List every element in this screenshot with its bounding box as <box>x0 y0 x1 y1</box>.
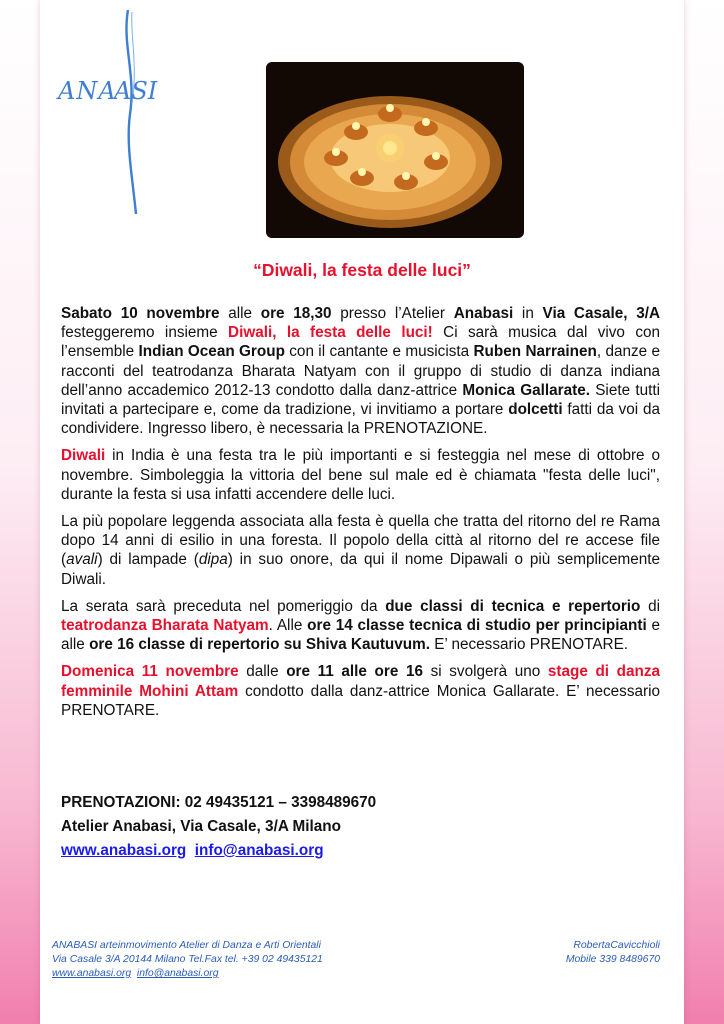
document-page <box>40 0 684 1024</box>
footer <box>52 939 660 981</box>
contact-links <box>61 842 376 860</box>
contact-block <box>61 794 376 866</box>
footer-org: ANABASI arteinmovimento Atelier di Danza e Arti Orientali <box>52 940 321 951</box>
footer-mobile: Mobile 339 8489670 <box>565 954 660 965</box>
paragraph-classes: La serata sarà preceduta nel pomeriggio da due classi di tecnica e repertorio di teatrodanza Bharata Natyam. Alle ore 14 classe tecnica di studio per principianti e alle ore 16 classe di repertorio su Shiva Kautuvum. E’ necessario PRENOTARE. <box>61 597 661 654</box>
diwali-lamps-photo <box>266 62 524 238</box>
page-title: “Diwali, la festa delle luci” <box>253 260 471 280</box>
paragraph-event: Sabato 10 novembre alle ore 18,30 presso l’Atelier Anabasi in Via Casale, 3/A festeggeremo insieme Diwali, la festa delle luci! Ci sarà musica dal vivo con l’ensemble Indian Ocean Group con il cantante e musicista Ruben Narrainen, danze e racconti del teatrodanza Bharata Natyam con il gruppo di studio di danza indiana dell’anno accademico 2012-13 condotto dalla danz-attrice Monica Gallarate. Siete tutti invitati a partecipare e, come da tradizione, vi invitiamo a portare dolcetti fatti da voi da condividere. Ingresso libero, è necessaria la PRENOTAZIONE. <box>61 305 661 438</box>
website-link[interactable]: www.anabasi.org <box>61 842 187 859</box>
booking-phone: PRENOTAZIONI: 02 49435121 – 3398489670 <box>61 794 377 811</box>
event-description <box>61 304 660 728</box>
footer-website-link[interactable]: www.anabasi.org <box>52 968 132 979</box>
paragraph-stage: Domenica 11 novembre dalle ore 11 alle ore 16 si svolgerà uno stage di danza femminile Mohini Attam condotto dalla danz-attrice Monica Gallarate. E’ necessario PRENOTARE. <box>61 663 661 719</box>
anabasi-logo <box>52 4 162 234</box>
paragraph-legend: La più popolare leggenda associata alla festa è quella che tratta del ritorno del re Rama dopo 14 anni di esilio in una foresta. Il popolo della città al ritorno del re accese file (avali) di lampade (dipa) in suo onore, da qui il nome Dipawali o più semplicemente Diwali. <box>61 513 660 588</box>
footer-address: Via Casale 3/A 20144 Milano Tel.Fax tel. +39 02 49435121 <box>52 954 323 965</box>
footer-email-link[interactable]: info@anabasi.org <box>136 968 219 979</box>
address: Atelier Anabasi, Via Casale, 3/A Milano <box>61 818 341 835</box>
paragraph-diwali: Diwali in India è una festa tra le più importanti e si festeggia nel mese di ottobre o novembre. Simboleggia la vittoria del bene sul male ed è chiamata "festa delle luci", durante la festa si usa infatti accendere delle luci. <box>61 447 660 503</box>
svg-text:ASI: ASI <box>114 77 158 105</box>
footer-contact-name: RobertaCavicchioli <box>573 940 660 951</box>
email-link[interactable]: info@anabasi.org <box>194 842 324 859</box>
svg-text:ANA: ANA <box>58 77 117 105</box>
